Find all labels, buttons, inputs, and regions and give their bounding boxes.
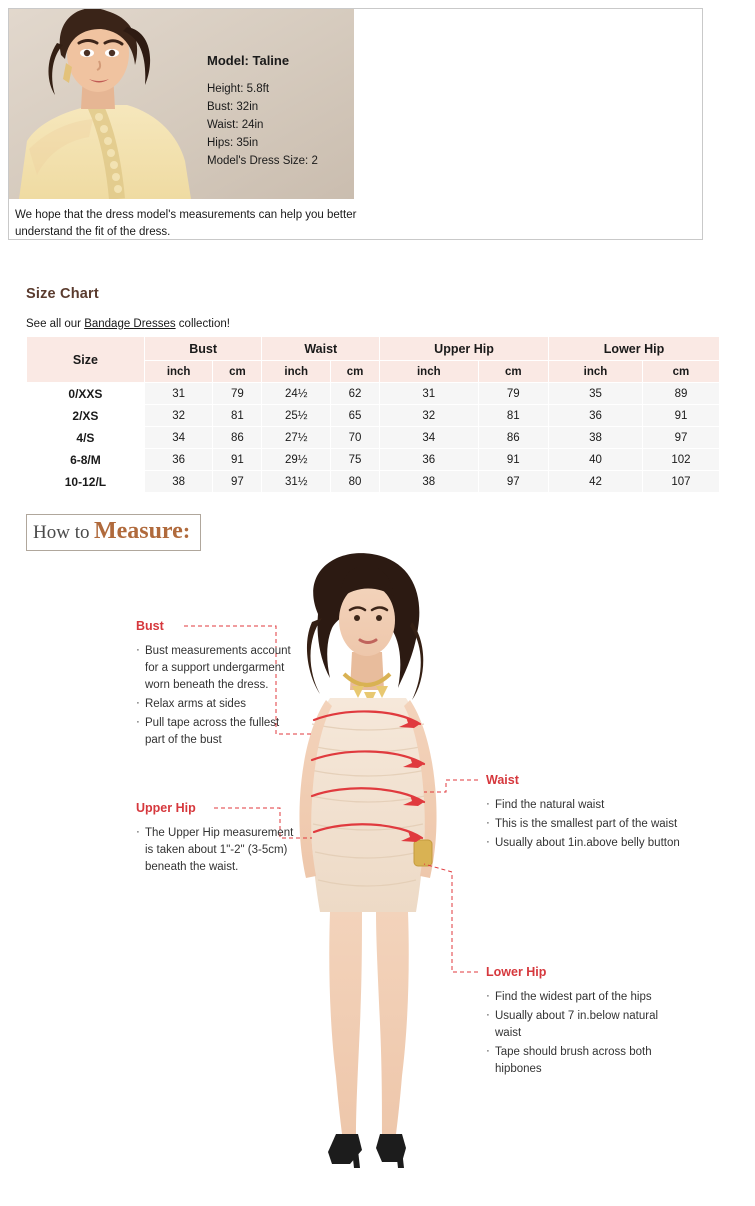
note-lower-hip-list bbox=[486, 989, 686, 1078]
list-item: · Relax arms at sides bbox=[136, 696, 296, 713]
unit-waist-cm: cm bbox=[331, 361, 380, 383]
header-bust: Bust bbox=[144, 337, 262, 361]
row-size-label: 6-8/M bbox=[27, 449, 145, 471]
note-upper-hip-list bbox=[136, 825, 296, 876]
note-bust bbox=[136, 618, 296, 751]
list-item: · Bust measurements account for a support undergarment worn beneath the dress. bbox=[136, 643, 296, 694]
table-row bbox=[27, 383, 720, 405]
cell: 35 bbox=[549, 383, 643, 405]
how-to-text: How to bbox=[33, 522, 90, 543]
model-bust: Bust: 32in bbox=[207, 101, 259, 113]
list-item: · The Upper Hip measurement is taken about 1"-2" (3-5cm) beneath the waist. bbox=[136, 825, 296, 876]
cell: 65 bbox=[331, 405, 380, 427]
cell: 38 bbox=[549, 427, 643, 449]
bandage-dresses-link[interactable]: Bandage Dresses bbox=[84, 318, 176, 330]
cell: 97 bbox=[478, 471, 548, 493]
cell: 36 bbox=[549, 405, 643, 427]
size-chart-table bbox=[26, 336, 720, 493]
cell: 70 bbox=[331, 427, 380, 449]
cell: 89 bbox=[642, 383, 719, 405]
model-measurements bbox=[207, 53, 387, 170]
size-chart-title: Size Chart bbox=[26, 286, 99, 302]
unit-bust-inch: inch bbox=[144, 361, 213, 383]
row-size-label: 2/XS bbox=[27, 405, 145, 427]
cell: 31 bbox=[380, 383, 479, 405]
cell: 91 bbox=[213, 449, 262, 471]
note-lower-hip bbox=[486, 964, 686, 1080]
list-item: · Find the natural waist bbox=[486, 797, 686, 814]
cell: 34 bbox=[144, 427, 213, 449]
cell: 38 bbox=[380, 471, 479, 493]
collection-prefix: See all our bbox=[26, 318, 85, 330]
table-row bbox=[27, 471, 720, 493]
header-upper-hip: Upper Hip bbox=[380, 337, 549, 361]
collection-suffix: collection! bbox=[175, 318, 230, 330]
cell: 107 bbox=[642, 471, 719, 493]
unit-lower-hip-cm: cm bbox=[642, 361, 719, 383]
note-waist bbox=[486, 772, 686, 854]
cell: 36 bbox=[380, 449, 479, 471]
note-waist-title: Waist bbox=[486, 773, 519, 787]
cell: 86 bbox=[478, 427, 548, 449]
note-lower-hip-title: Lower Hip bbox=[486, 965, 547, 979]
model-height: Height: 5.8ft bbox=[207, 83, 270, 95]
collection-line bbox=[26, 318, 230, 330]
cell: 79 bbox=[478, 383, 548, 405]
list-item: · Pull tape across the fullest part of the bust bbox=[136, 715, 296, 749]
model-hips: Hips: 35in bbox=[207, 137, 259, 149]
table-row bbox=[27, 427, 720, 449]
unit-bust-cm: cm bbox=[213, 361, 262, 383]
diagram-illustration bbox=[0, 548, 755, 1198]
cell: 25½ bbox=[262, 405, 331, 427]
cell: 102 bbox=[642, 449, 719, 471]
list-item: · This is the smallest part of the waist bbox=[486, 816, 686, 833]
cell: 32 bbox=[380, 405, 479, 427]
cell: 31 bbox=[144, 383, 213, 405]
note-upper-hip bbox=[136, 800, 296, 878]
list-item: · Tape should brush across both hipbones bbox=[486, 1044, 686, 1078]
cell: 80 bbox=[331, 471, 380, 493]
model-dress-size: Model's Dress Size: 2 bbox=[207, 155, 318, 167]
cell: 34 bbox=[380, 427, 479, 449]
list-item: · Usually about 1in.above belly button bbox=[486, 835, 686, 852]
cell: 97 bbox=[213, 471, 262, 493]
model-info-panel bbox=[8, 8, 703, 240]
unit-upper-hip-cm: cm bbox=[478, 361, 548, 383]
heading-colon: : bbox=[182, 518, 191, 543]
row-size-label: 0/XXS bbox=[27, 383, 145, 405]
cell: 27½ bbox=[262, 427, 331, 449]
cell: 38 bbox=[144, 471, 213, 493]
unit-lower-hip-inch: inch bbox=[549, 361, 643, 383]
table-row bbox=[27, 449, 720, 471]
cell: 79 bbox=[213, 383, 262, 405]
model-name: Model: Taline bbox=[207, 53, 290, 68]
cell: 42 bbox=[549, 471, 643, 493]
cell: 86 bbox=[213, 427, 262, 449]
note-bust-list bbox=[136, 643, 296, 749]
cell: 29½ bbox=[262, 449, 331, 471]
list-item: · Find the widest part of the hips bbox=[486, 989, 686, 1006]
note-upper-hip-title: Upper Hip bbox=[136, 801, 196, 815]
row-size-label: 10-12/L bbox=[27, 471, 145, 493]
measurement-diagram bbox=[0, 548, 755, 1198]
note-bust-title: Bust bbox=[136, 619, 164, 633]
cell: 24½ bbox=[262, 383, 331, 405]
measure-text: Measure bbox=[93, 518, 183, 544]
list-item: · Usually about 7 in.below natural waist bbox=[486, 1008, 686, 1042]
note-waist-list bbox=[486, 797, 686, 852]
cell: 81 bbox=[213, 405, 262, 427]
table-group-header-row bbox=[27, 337, 720, 361]
cell: 81 bbox=[478, 405, 548, 427]
unit-upper-hip-inch: inch bbox=[380, 361, 479, 383]
header-size: Size bbox=[27, 337, 145, 383]
unit-waist-inch: inch bbox=[262, 361, 331, 383]
model-note: We hope that the dress model's measurements can help you better understand the fit of the dress. bbox=[15, 209, 357, 238]
cell: 36 bbox=[144, 449, 213, 471]
how-to-measure-heading bbox=[26, 514, 201, 551]
cell: 97 bbox=[642, 427, 719, 449]
cell: 91 bbox=[478, 449, 548, 471]
cell: 40 bbox=[549, 449, 643, 471]
cell: 62 bbox=[331, 383, 380, 405]
cell: 32 bbox=[144, 405, 213, 427]
header-lower-hip: Lower Hip bbox=[549, 337, 720, 361]
cell: 91 bbox=[642, 405, 719, 427]
model-waist: Waist: 24in bbox=[207, 119, 264, 131]
row-size-label: 4/S bbox=[27, 427, 145, 449]
table-row bbox=[27, 405, 720, 427]
header-waist: Waist bbox=[262, 337, 380, 361]
cell: 75 bbox=[331, 449, 380, 471]
cell: 31½ bbox=[262, 471, 331, 493]
